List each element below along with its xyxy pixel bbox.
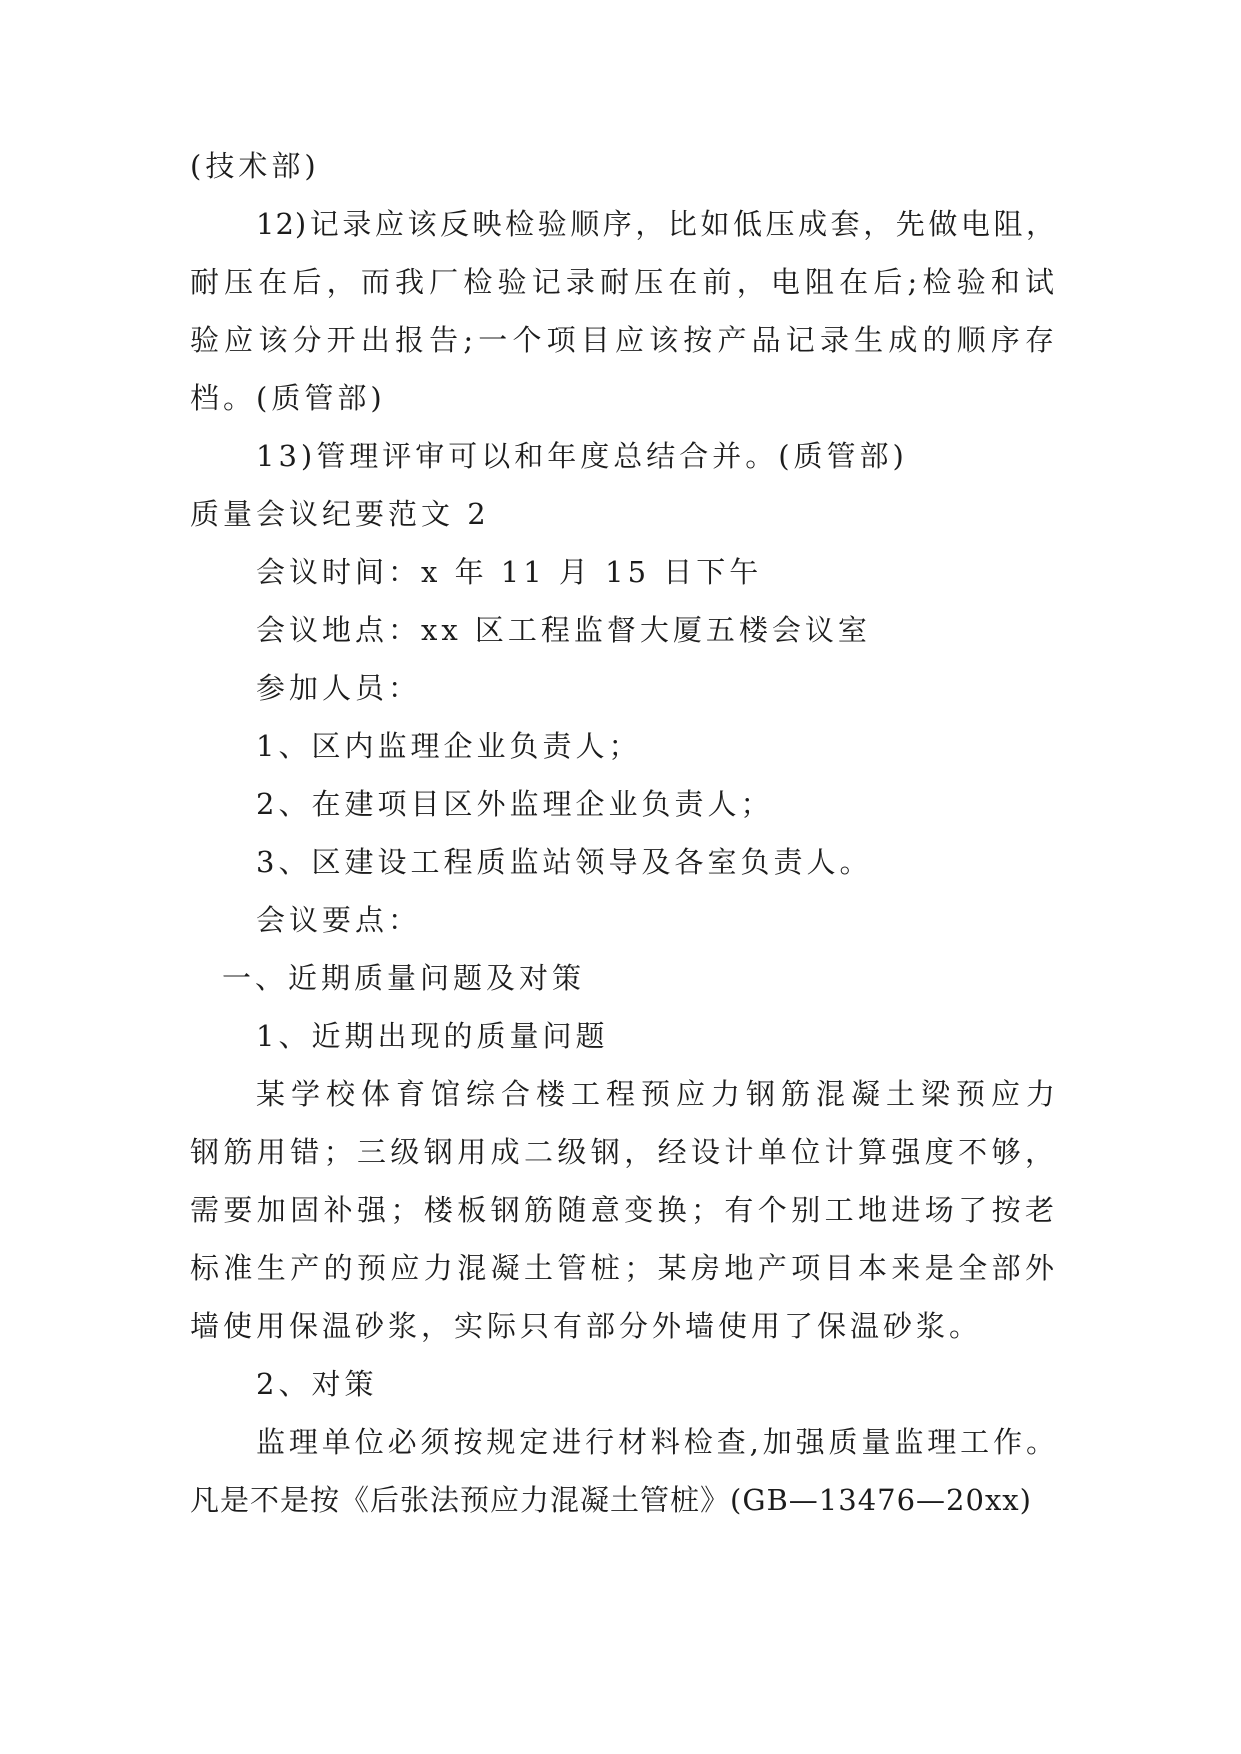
- subheading-recent-issues: 1、近期出现的质量问题: [256, 1019, 609, 1053]
- paragraph-issues-line-5: 墙使用保温砂浆，实际只有部分外墙使用了保温砂浆。: [190, 1309, 983, 1343]
- attendee-item-2: 2、在建项目区外监理企业负责人；: [256, 787, 774, 821]
- paragraph-issues-line-4: 标准生产的预应力混凝土管桩；某房地产项目本来是全部外: [190, 1251, 1055, 1285]
- meeting-location: 会议地点：xx 区工程监督大厦五楼会议室: [256, 613, 871, 647]
- meeting-points-label: 会议要点：: [256, 903, 422, 937]
- subheading-countermeasures: 2、对策: [256, 1367, 378, 1401]
- paragraph-issues-line-3: 需要加固补强；楼板钢筋随意变换；有个别工地进场了按老: [190, 1193, 1055, 1227]
- attendee-item-3: 3、区建设工程质监站领导及各室负责人。: [256, 845, 873, 879]
- text-line-item12-cont2: 验应该分开出报告;一个项目应该按产品记录生成的顺序存: [190, 323, 1055, 357]
- heading-quality-issues: 一、近期质量问题及对策: [222, 961, 586, 995]
- text-line-item12-cont1: 耐压在后，而我厂检验记录耐压在前，电阻在后;检验和试: [190, 265, 1055, 299]
- paragraph-measures-line-1: 监理单位必须按规定进行材料检查,加强质量监理工作。: [256, 1425, 1056, 1459]
- meeting-time: 会议时间：x 年 11 月 15 日下午: [256, 555, 763, 589]
- section-title: 质量会议纪要范文 2: [190, 497, 490, 531]
- text-line-item12-start: 12)记录应该反映检验顺序，比如低压成套，先做电阻，: [256, 207, 1056, 241]
- attendees-label: 参加人员：: [256, 671, 422, 705]
- paragraph-issues-line-2: 钢筋用错；三级钢用成二级钢，经设计单位计算强度不够，: [190, 1135, 1055, 1169]
- paragraph-issues-line-1: 某学校体育馆综合楼工程预应力钢筋混凝土梁预应力: [256, 1077, 1056, 1111]
- text-line-dept-tech: (技术部): [190, 149, 320, 183]
- attendee-item-1: 1、区内监理企业负责人；: [256, 729, 642, 763]
- paragraph-measures-line-2: 凡是不是按《后张法预应力混凝土管桩》(GB—13476—20xx): [190, 1483, 1032, 1517]
- text-line-item12-end: 档。(质管部): [190, 381, 386, 415]
- text-line-item13: 13)管理评审可以和年度总结合并。(质管部): [256, 439, 908, 473]
